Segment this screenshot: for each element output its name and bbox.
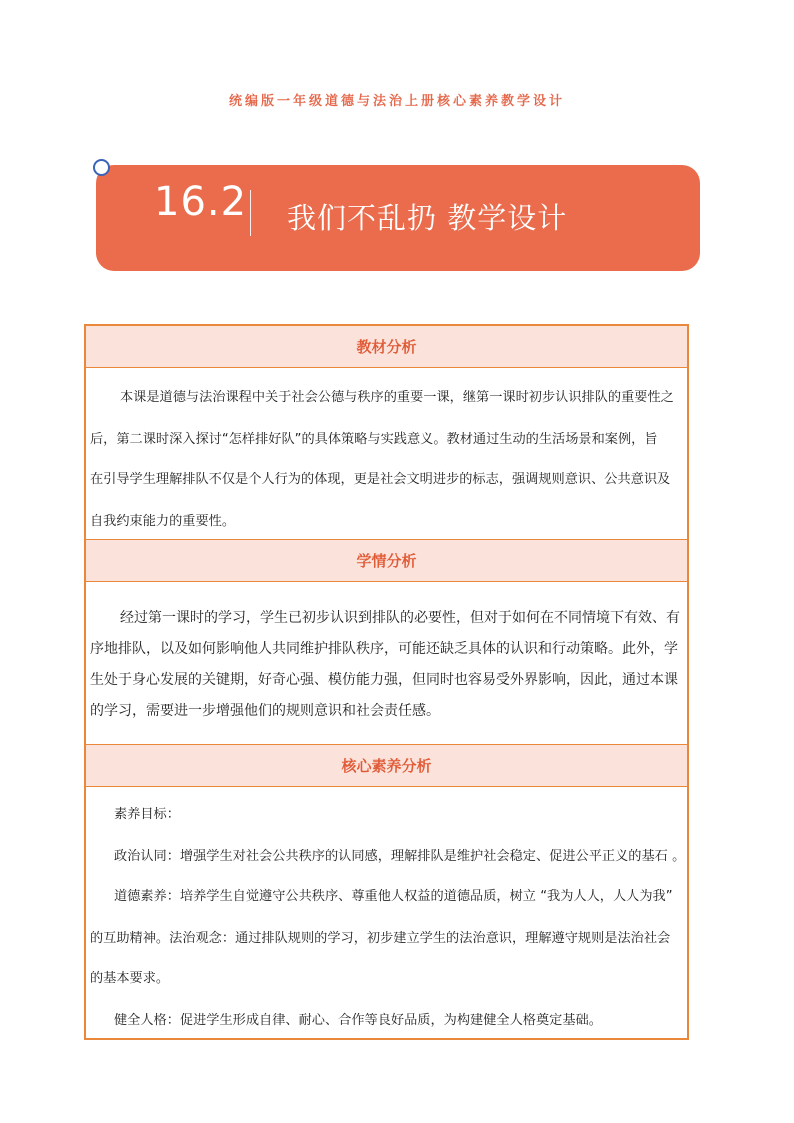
paragraph-line: 在引导学生理解排队不仅是个人行为的体现，更是社会文明进步的标志，强调规则意识、公共意识及 bbox=[90, 472, 671, 487]
analysis-table bbox=[84, 324, 689, 1040]
page-header: 统编版一年级道德与法治上册核心素养教学设计 bbox=[228, 94, 565, 109]
paragraph-line: 的学习，需要进一步增强他们的规则意识和社会责任感。 bbox=[90, 703, 440, 719]
paragraph-line: 自我约束能力的重要性。 bbox=[90, 514, 236, 529]
paragraph-line: 后，第二课时深入探讨“怎样排好队”的具体策略与实践意义。教材通过生动的生活场景和案例，旨 bbox=[90, 432, 658, 447]
banner-dot-decoration bbox=[93, 159, 110, 176]
paragraph-line: 本课是道德与法治课程中关于社会公德与秩序的重要一课，继第一课时初步认识排队的重要性之 bbox=[120, 390, 674, 405]
paragraph-line: 序地排队，以及如何影响他人共同维护排队秩序，可能还缺乏具体的认识和行动策略。此外，学 bbox=[90, 641, 678, 657]
section-heading-students: 学情分析 bbox=[86, 540, 687, 582]
paragraph-line: 素养目标： bbox=[114, 807, 180, 822]
paragraph-line: 经过第一课时的学习，学生已初步认识到排队的必要性，但对于如何在不同情境下有效、有 bbox=[120, 610, 680, 626]
paragraph-line: 道德素养：培养学生自觉遵守公共秩序、尊重他人权益的道德品质，树立 “我为人人，人人为我” bbox=[114, 889, 673, 904]
paragraph-line: 的基本要求。 bbox=[90, 971, 170, 986]
paragraph-line: 政治认同：增强学生对社会公共秩序的认同感，理解排队是维护社会稳定、促进公平正义的基石 。 bbox=[114, 849, 686, 864]
banner-divider bbox=[250, 190, 251, 236]
section-heading-core-literacy: 核心素养分析 bbox=[86, 745, 687, 787]
paragraph-line: 的互助精神。法治观念：通过排队规则的学习，初步建立学生的法治意识，理解遵守规则是法治社会 bbox=[90, 931, 671, 946]
paragraph-line: 生处于身心发展的关键期，好奇心强、模仿能力强，但同时也容易受外界影响，因此，通过本课 bbox=[90, 672, 678, 688]
section-heading-textbook: 教材分析 bbox=[86, 326, 687, 368]
lesson-number: 16.2 bbox=[154, 179, 248, 225]
lesson-title: 我们不乱扔 教学设计 bbox=[287, 201, 568, 235]
paragraph-line: 健全人格：促进学生形成自律、耐心、合作等良好品质，为构建健全人格奠定基础。 bbox=[114, 1013, 602, 1028]
